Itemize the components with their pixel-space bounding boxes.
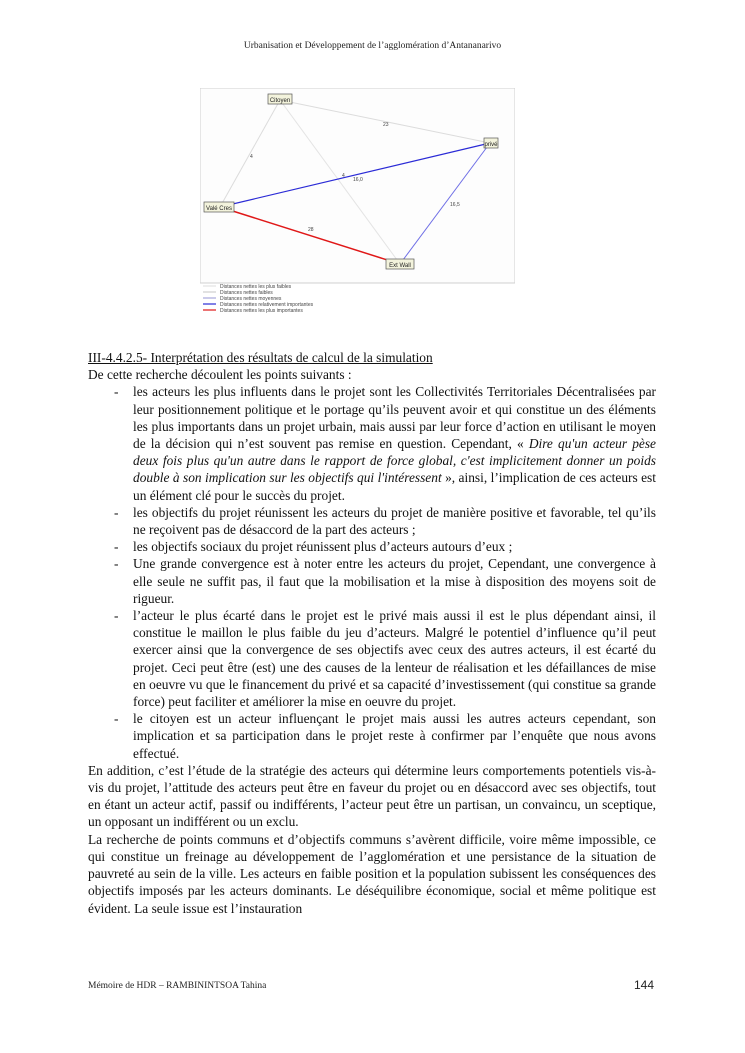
edge-label: 16,5: [450, 202, 460, 208]
legend-label: Distances nettes moyennes: [220, 296, 282, 302]
bullet-dash: -: [114, 608, 119, 624]
bullet-dash: -: [114, 556, 119, 572]
list-item: [88, 538, 656, 555]
actor-distance-graph: [200, 88, 515, 328]
bullet-dash: -: [114, 384, 119, 400]
node-ctd: Valé Cres: [206, 206, 232, 212]
footer-author: Mémoire de HDR – RAMBININTSOA Tahina: [88, 981, 267, 991]
edge-label: 4: [342, 173, 345, 179]
quote-text: Dire qu'un acteur pèse deux fois plus qu'un autre dans le rapport de force global, c'est implicitement donner un poids double à son implication sur les objectifs qui l'intéressent: [133, 436, 656, 486]
graph-frame: [200, 88, 515, 283]
section-title: III-4.4.2.5- Interprétation des résultats de calcul de la simulation: [88, 350, 433, 365]
node-env: Ext Wall: [389, 263, 411, 269]
list-item: [88, 555, 656, 607]
bullet-text: les objectifs du projet réunissent les acteurs du projet de manière positive et favorable, tel qu’ils ne reçoivent pas de désaccord de la part des acteurs ;: [133, 504, 656, 538]
node-citoyen: Citoyen: [269, 98, 291, 104]
edge-label: 16,0: [353, 177, 363, 183]
findings-list: [88, 383, 656, 761]
legend-label: Distances nettes relativement importantes: [220, 302, 314, 308]
edge-label: 4: [250, 154, 253, 160]
running-header: Urbanisation et Développement de l’agglomération d’Antananarivo: [243, 41, 502, 51]
graph-svg: [200, 88, 515, 328]
list-item: [88, 383, 656, 503]
bullet-text: les acteurs les plus influents dans le projet sont les Collectivités Territoriales Décentralisées par leur positionnement politique et le portage qu’ils peuvent avoir et qui constitue un des éléments les plus importants dans un projet urbain, mais aussi par leur force d’action en utilisant le moyen de la décision qui n’est souvent pas remise en question. Cependant, «: [133, 384, 656, 452]
page-number: 144: [634, 978, 655, 992]
edge-label: 28: [308, 227, 314, 233]
paragraph: En addition, c’est l’étude de la stratégie des acteurs qui détermine leurs comportements potentiels vis-à-vis du projet, l’attitude des acteurs peut être en faveur du projet ou en désaccord avec ses objectifs, tout en étant un acteur actif, passif ou indifférents, l’acteur peut être un partisan, un convaincu, un sceptique, un opposant un indifférent ou un exclu.: [88, 762, 656, 830]
legend-label: Distances nettes faibles: [220, 290, 273, 296]
list-item: [88, 710, 656, 762]
bullet-text: les objectifs sociaux du projet réunissent plus d’acteurs autours d’eux ;: [133, 539, 513, 555]
body-text: [88, 349, 656, 917]
list-item: [88, 504, 656, 538]
bullet-text: », ainsi, l’implication de ces acteurs est un élément clé pour le succès du projet.: [133, 470, 656, 503]
bullet-text: le citoyen est un acteur influençant le projet mais aussi les autres acteurs cependant, son implication et sa participation dans le projet reste à confirmer par l’enquête que nous avons effectué.: [133, 711, 656, 761]
intro-line: De cette recherche découlent les points suivants :: [88, 367, 352, 383]
bullet-text: l’acteur le plus écarté dans le projet est le privé mais aussi il est le plus dépendant ainsi, il constitue le maillon le plus faible du jeu d’acteurs. Malgré le potentiel d’influence qu’il peut exercer ainsi que la convergence de ses objectifs avec ceux des autres acteurs, il est écarté du projet. Ceci peut être (est) une des causes de la lenteur de réalisation et les défaillances de mise en oeuvre vu que le financement du privé et sa capacité d’investissement (qui constitue sa grande force) peut faciliter et améliorer la mise en oeuvre du projet.: [133, 608, 656, 710]
paragraph: La recherche de points communs et d’objectifs communs s’avèrent difficile, voire même impossible, ce qui constitue un freinage au développement de l’agglomération et une persistance de la situation de pauvreté au sein de la ville. Les acteurs en faible position et la population subissent les conséquences des objectifs imposés par les acteurs dominants. Le déséquilibre économique, social et même politique est évident. La seule issue est l’instauration: [88, 831, 656, 916]
graph-legend: [203, 284, 314, 314]
edge-label: 23: [383, 122, 389, 128]
bullet-dash: -: [114, 711, 119, 727]
list-item: [88, 607, 656, 710]
bullet-text: Une grande convergence est à noter entre les acteurs du projet, Cependant, une convergence à elle seule ne suffit pas, il faut que la mobilisation et la mise à disposition des moyens soit de rigueur.: [133, 556, 656, 606]
node-prive: privé: [484, 142, 498, 148]
bullet-dash: -: [114, 539, 119, 555]
bullet-dash: -: [114, 504, 119, 520]
legend-label: Distances nettes les plus importantes: [220, 308, 303, 314]
legend-label: Distances nettes les plus faibles: [220, 284, 292, 290]
